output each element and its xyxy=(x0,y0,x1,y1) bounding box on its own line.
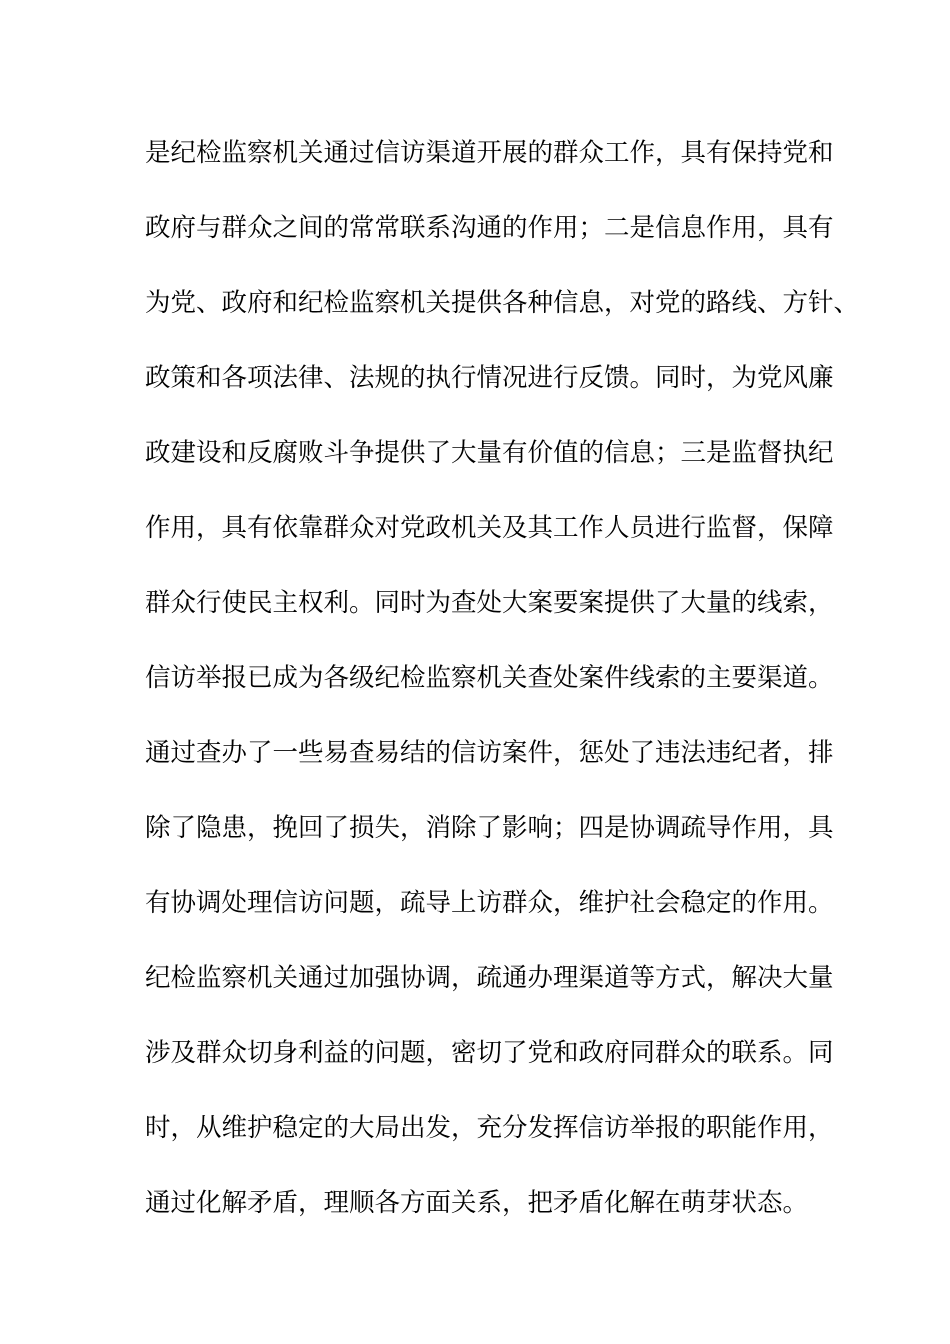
text-line: 通过化解矛盾，理顺各方面关系，把矛盾化解在萌芽状态。 xyxy=(145,1188,809,1218)
body-text xyxy=(145,131,860,1256)
text-line: 政策和各项法律、法规的执行情况进行反馈。同时，为党风廉 xyxy=(145,363,834,393)
text-line: 信访举报已成为各级纪检监察机关查处案件线索的主要渠道。 xyxy=(145,663,834,693)
text-line: 除了隐患，挽回了损失，消除了影响；四是协调疏导作用，具 xyxy=(145,813,834,843)
text-line: 作用，具有依靠群众对党政机关及其工作人员进行监督，保障 xyxy=(145,513,834,543)
text-line: 时，从维护稳定的大局出发，充分发挥信访举报的职能作用， xyxy=(145,1113,834,1143)
text-line: 纪检监察机关通过加强协调，疏通办理渠道等方式，解决大量 xyxy=(145,963,834,993)
text-line: 涉及群众切身利益的问题，密切了党和政府同群众的联系。同 xyxy=(145,1038,834,1068)
text-line: 群众行使民主权利。同时为查处大案要案提供了大量的线索， xyxy=(145,588,834,618)
text-line: 是纪检监察机关通过信访渠道开展的群众工作，具有保持党和 xyxy=(145,138,834,168)
text-line: 为党、政府和纪检监察机关提供各种信息，对党的路线、方针、 xyxy=(145,288,860,318)
text-line: 有协调处理信访问题，疏导上访群众，维护社会稳定的作用。 xyxy=(145,888,834,918)
text-line: 政府与群众之间的常常联系沟通的作用；二是信息作用，具有 xyxy=(145,213,834,243)
text-line: 通过查办了一些易查易结的信访案件，惩处了违法违纪者，排 xyxy=(145,738,834,768)
text-line: 政建设和反腐败斗争提供了大量有价值的信息；三是监督执纪 xyxy=(145,438,834,468)
